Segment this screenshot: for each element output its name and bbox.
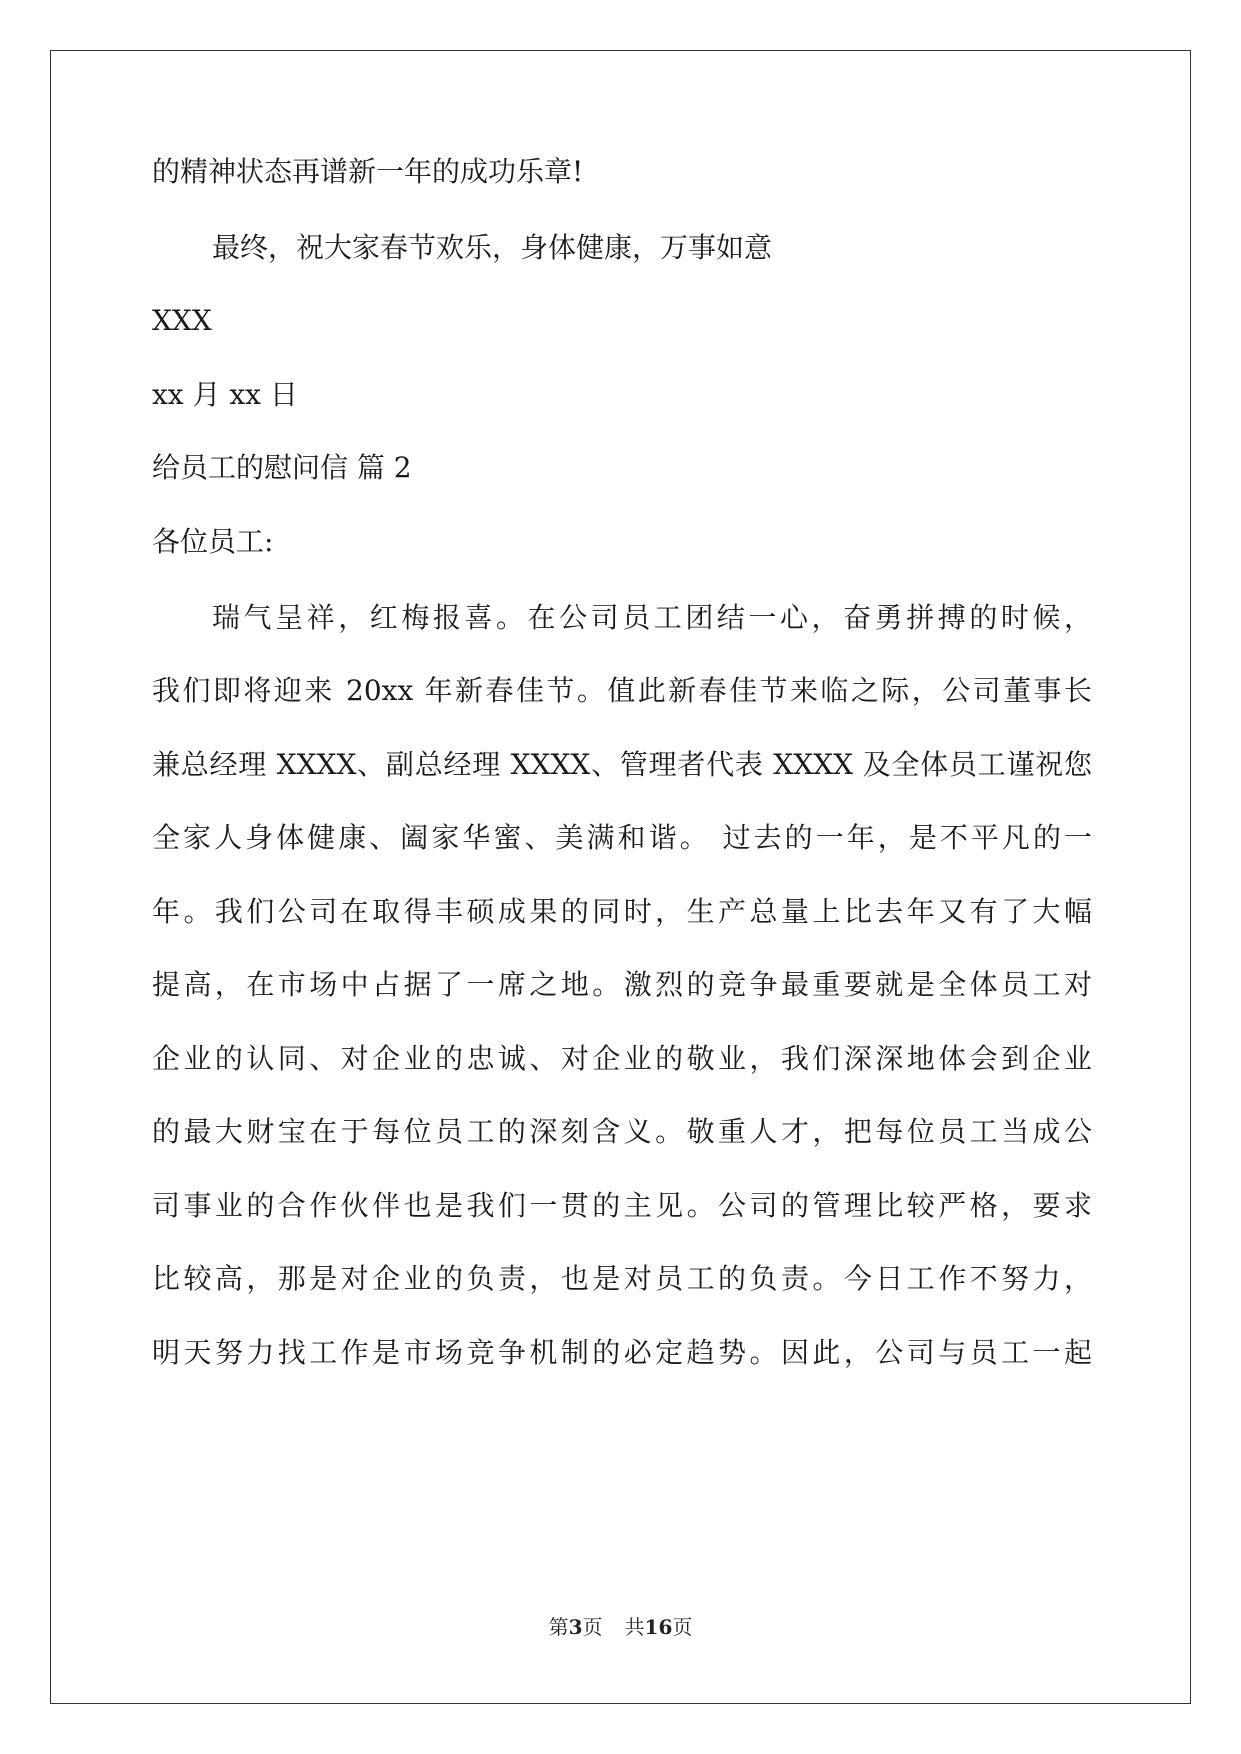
page-number: 3: [568, 1615, 583, 1639]
total-suffix: 页: [672, 1615, 693, 1639]
paragraph-line-6: 提高，在市场中占据了一席之地。激烈的竞争最重要就是全体员工对: [152, 968, 1092, 1001]
paragraph-line-1: 瑞气呈祥，红梅报喜。在公司员工团结一心，奋勇拼搏的时候，: [212, 601, 1092, 634]
paragraph-line-4: 全家人身体健康、阖家华蜜、美满和谐。 过去的一年，是不平凡的一: [152, 821, 1092, 854]
paragraph-line-5: 年。我们公司在取得丰硕成果的同时，生产总量上比去年又有了大幅: [152, 895, 1092, 928]
total-pages: 16: [644, 1615, 673, 1639]
total-prefix: 共: [624, 1615, 645, 1639]
page-suffix: 页: [582, 1615, 603, 1639]
paragraph-line-2: 我们即将迎来 20xx 年新春佳节。值此新春佳节来临之际，公司董事长: [152, 674, 1092, 707]
page-prefix: 第: [548, 1615, 569, 1639]
page-footer: [0, 1614, 1241, 1640]
paragraph-line-8: 的最大财宝在于每位员工的深刻含义。敬重人才，把每位员工当成公: [152, 1115, 1092, 1148]
section-heading: 给员工的慰问信 篇 2: [152, 451, 412, 484]
paragraph-line-3: 兼总经理 XXXX、副总经理 XXXX、管理者代表 XXXX 及全体员工谨祝您: [152, 748, 1092, 781]
paragraph-line-7: 企业的认同、对企业的忠诚、对企业的敬业，我们深深地体会到企业: [152, 1042, 1092, 1075]
page-border: [50, 50, 1191, 1704]
paragraph-line-10: 比较高，那是对企业的负责，也是对员工的负责。今日工作不努力，: [152, 1262, 1092, 1295]
date-line: xx 月 xx 日: [152, 378, 298, 411]
salutation-line: 各位员工:: [152, 525, 274, 558]
text-line-1: 的精神状态再谱新一年的成功乐章!: [152, 155, 584, 188]
paragraph-line-9: 司事业的合作伙伴也是我们一贯的主见。公司的管理比较严格，要求: [152, 1189, 1092, 1222]
closing-wish-line: 最终，祝大家春节欢乐，身体健康，万事如意: [212, 231, 773, 264]
paragraph-line-11: 明天努力找工作是市场竞争机制的必定趋势。因此，公司与员工一起: [152, 1336, 1092, 1369]
signature-line: XXX: [152, 304, 212, 337]
